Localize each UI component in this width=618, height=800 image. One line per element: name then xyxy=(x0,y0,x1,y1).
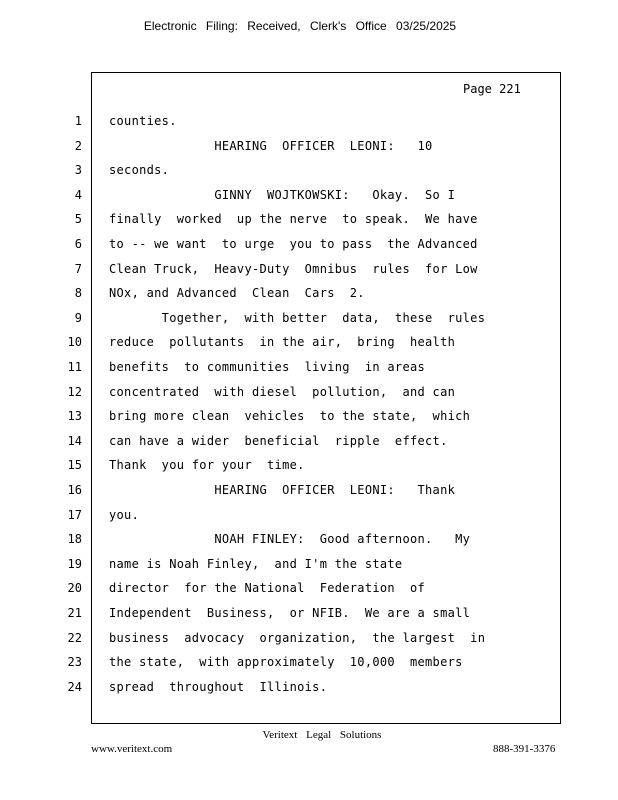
line-number: 24 xyxy=(67,679,82,694)
line-text: HEARING OFFICER LEONI: Thank xyxy=(109,483,456,497)
line-text: you. xyxy=(109,507,140,522)
line-number: 1 xyxy=(74,114,82,128)
footer-phone: 888-391-3376 xyxy=(493,743,556,755)
line-number: 17 xyxy=(67,507,82,522)
footer-website: www.veritext.com xyxy=(91,743,173,755)
line-number: 15 xyxy=(67,458,82,473)
line-number: 2 xyxy=(74,138,82,153)
line-number: 10 xyxy=(67,335,82,350)
line-text: reduce pollutants in the air, bring health xyxy=(109,335,456,350)
line-number: 11 xyxy=(67,360,82,374)
line-text: NOx, and Advanced Clean Cars 2. xyxy=(109,286,365,301)
line-number: 23 xyxy=(67,655,82,670)
line-text: bring more clean vehicles to the state, which xyxy=(109,409,471,424)
line-text: HEARING OFFICER LEONI: 10 xyxy=(109,138,433,153)
line-text: finally worked up the nerve to speak. We have xyxy=(109,212,478,227)
line-number: 5 xyxy=(74,212,82,227)
line-text: NOAH FINLEY: Good afternoon. My xyxy=(109,532,471,547)
line-number: 21 xyxy=(67,606,82,620)
line-text: seconds. xyxy=(109,163,170,178)
line-number: 18 xyxy=(67,532,82,547)
line-number: 3 xyxy=(74,163,82,178)
line-text: benefits to communities living in areas xyxy=(109,360,426,374)
filing-header: Electronic Filing: Received, Clerk's Office 03/25/2025 xyxy=(143,19,457,33)
line-text: Together, with better data, these rules xyxy=(109,310,486,325)
line-number: 4 xyxy=(74,187,82,202)
line-text: GINNY WOJTKOWSKI: Okay. So I xyxy=(109,187,456,202)
line-number: 16 xyxy=(67,483,82,497)
line-number: 19 xyxy=(67,556,82,571)
line-text: counties. xyxy=(109,114,177,128)
line-text: Clean Truck, Heavy-Duty Omnibus rules for Low xyxy=(109,261,478,276)
line-text: spread throughout Illinois. xyxy=(109,679,328,694)
line-number: 14 xyxy=(67,433,82,448)
line-number: 6 xyxy=(74,237,82,251)
line-text: Thank you for your time. xyxy=(109,458,305,473)
line-number: 7 xyxy=(74,261,82,276)
line-text: the state, with approximately 10,000 members xyxy=(109,655,463,670)
line-text: name is Noah Finley, and I'm the state xyxy=(109,556,403,571)
line-text: to -- we want to urge you to pass the Advanced xyxy=(109,237,478,251)
line-number: 13 xyxy=(67,409,82,424)
line-text: concentrated with diesel pollution, and can xyxy=(109,384,456,399)
line-text: Independent Business, or NFIB. We are a small xyxy=(109,606,471,620)
line-number: 20 xyxy=(67,581,82,596)
line-number: 9 xyxy=(74,310,82,325)
line-number: 8 xyxy=(74,286,82,301)
page-number: Page 221 xyxy=(463,82,521,96)
line-number: 22 xyxy=(67,630,82,645)
line-number: 12 xyxy=(67,384,82,399)
line-text: business advocacy organization, the largest in xyxy=(109,630,486,645)
footer-company: Veritext Legal Solutions xyxy=(262,729,382,741)
line-text: director for the National Federation of xyxy=(109,581,426,596)
line-text: can have a wider beneficial ripple effect. xyxy=(109,433,448,448)
